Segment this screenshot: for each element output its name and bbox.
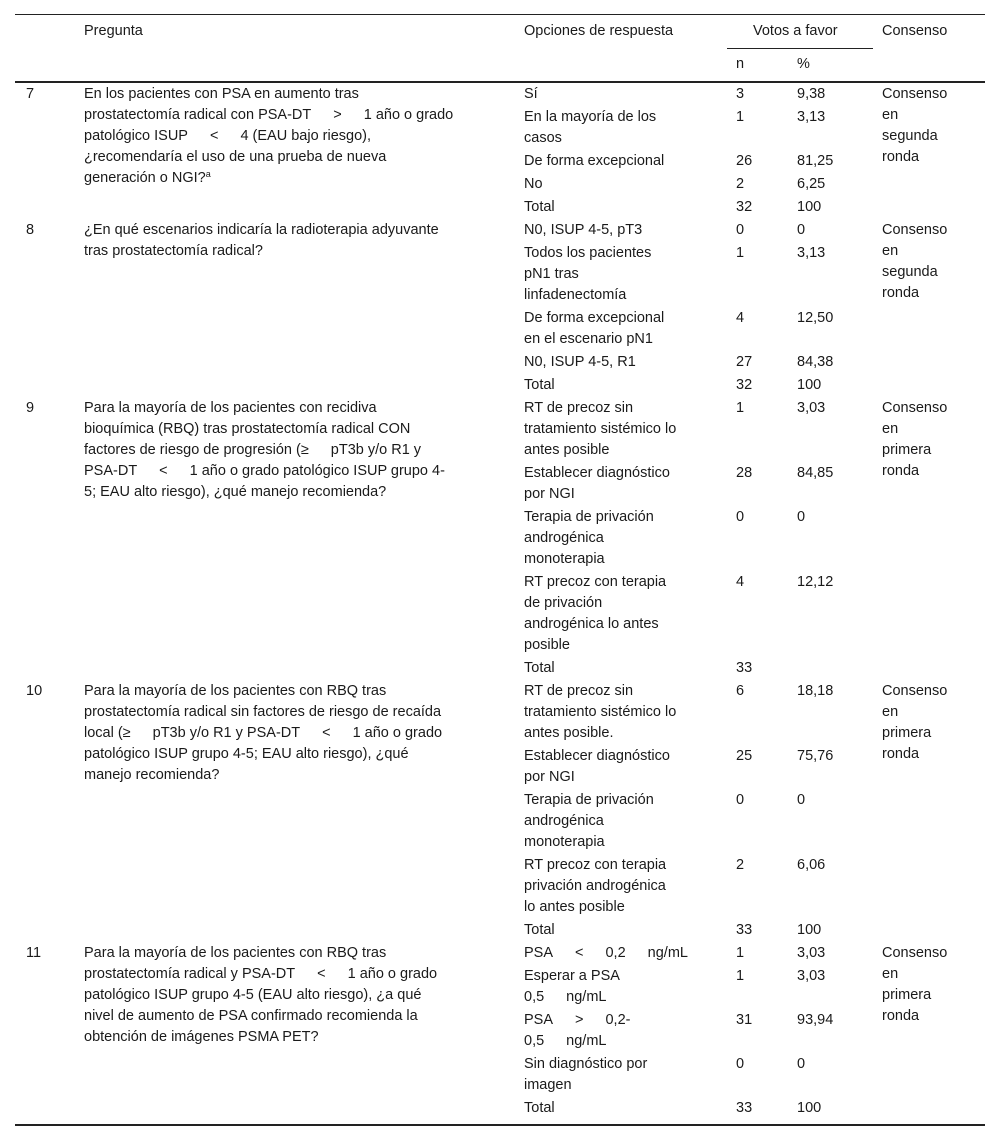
option-label: PSA > 0,2- 0,5 ng/mL xyxy=(524,1012,631,1049)
header-opciones: Opciones de respuesta xyxy=(524,23,674,39)
option-n: 33 xyxy=(736,922,753,938)
table-bottom-rule xyxy=(15,1124,985,1126)
option-label: De forma excepcional xyxy=(524,153,665,169)
option-n: 27 xyxy=(736,354,753,370)
consensus-text: Consenso en primera ronda xyxy=(882,400,948,479)
header-consenso: Consenso xyxy=(882,23,948,39)
row-number: 10 xyxy=(26,683,43,699)
header-pregunta: Pregunta xyxy=(84,23,143,39)
option-n: 1 xyxy=(736,400,745,416)
option-n: 0 xyxy=(736,792,745,808)
consensus-text: Consenso en segunda ronda xyxy=(882,86,948,165)
option-label: Terapia de privación androgénica monoterapia xyxy=(524,509,654,567)
option-pct: 12,12 xyxy=(797,574,834,590)
option-n: 33 xyxy=(736,660,753,676)
option-pct: 0 xyxy=(797,222,806,238)
option-pct: 0 xyxy=(797,1056,806,1072)
option-n: 26 xyxy=(736,153,753,169)
option-label: RT precoz con terapia privación androgénica lo antes posible xyxy=(524,857,667,915)
option-n: 1 xyxy=(736,945,745,961)
option-label: Establecer diagnóstico por NGI xyxy=(524,465,670,502)
option-n: 1 xyxy=(736,245,745,261)
option-n: 1 xyxy=(736,968,745,984)
consensus-text: Consenso en primera ronda xyxy=(882,945,948,1024)
option-n: 33 xyxy=(736,1100,753,1116)
option-label: No xyxy=(524,176,543,192)
question-text: Para la mayoría de los pacientes con RBQ tras prostatectomía radical y PSA-DT < 1 año o grado patológico ISUP grupo 4-5 (EAU alto riesgo), ¿a qué nivel de aumento de PSA confirmado recomienda la obtención de imágenes PSMA PET? xyxy=(84,945,438,1045)
option-n: 3 xyxy=(736,86,745,102)
consensus-text: Consenso en segunda ronda xyxy=(882,222,948,301)
table-top-rule xyxy=(15,14,985,15)
header-votos: Votos a favor xyxy=(753,23,838,39)
question-text: Para la mayoría de los pacientes con RBQ tras prostatectomía radical sin factores de riesgo de recaída local (≥ pT3b y/o R1 y PSA-DT < 1 año o grado patológico ISUP grupo 4-5; EAU alto riesgo), ¿qué manejo recomienda? xyxy=(84,683,443,783)
option-label: Esperar a PSA 0,5 ng/mL xyxy=(524,968,620,1005)
option-label: Terapia de privación androgénica monoterapia xyxy=(524,792,654,850)
question-text: ¿En qué escenarios indicaría la radioterapia adyuvante tras prostatectomía radical? xyxy=(84,222,439,259)
option-label: Total xyxy=(524,1100,555,1116)
option-pct: 3,13 xyxy=(797,245,826,261)
option-n: 4 xyxy=(736,310,745,326)
option-n: 2 xyxy=(736,857,745,873)
row-number: 7 xyxy=(26,86,35,102)
option-pct: 6,06 xyxy=(797,857,826,873)
row-number: 9 xyxy=(26,400,35,416)
header-n: n xyxy=(736,56,745,72)
option-n: 31 xyxy=(736,1012,753,1028)
option-pct: 75,76 xyxy=(797,748,834,764)
option-label: Total xyxy=(524,377,555,393)
row-number: 8 xyxy=(26,222,35,238)
option-pct: 18,18 xyxy=(797,683,834,699)
option-label: Establecer diagnóstico por NGI xyxy=(524,748,670,785)
header-pct: % xyxy=(797,56,810,72)
option-label: N0, ISUP 4-5, pT3 xyxy=(524,222,643,238)
option-pct: 3,03 xyxy=(797,945,826,961)
option-n: 4 xyxy=(736,574,745,590)
option-n: 28 xyxy=(736,465,753,481)
row-number: 11 xyxy=(26,945,42,961)
option-label: RT de precoz sin tratamiento sistémico lo antes posible. xyxy=(524,683,677,741)
option-pct: 3,13 xyxy=(797,109,826,125)
option-pct: 0 xyxy=(797,509,806,525)
table-header-rule xyxy=(15,81,985,83)
option-pct: 84,38 xyxy=(797,354,834,370)
option-n: 0 xyxy=(736,222,745,238)
option-n: 2 xyxy=(736,176,745,192)
option-pct: 93,94 xyxy=(797,1012,834,1028)
option-label: N0, ISUP 4-5, R1 xyxy=(524,354,636,370)
option-n: 6 xyxy=(736,683,745,699)
option-label: Sin diagnóstico por imagen xyxy=(524,1056,648,1093)
option-label: De forma excepcional en el escenario pN1 xyxy=(524,310,665,347)
option-pct: 0 xyxy=(797,792,806,808)
option-n: 0 xyxy=(736,509,745,525)
option-pct: 100 xyxy=(797,922,822,938)
option-pct: 3,03 xyxy=(797,968,826,984)
consensus-text: Consenso en primera ronda xyxy=(882,683,948,762)
option-pct: 12,50 xyxy=(797,310,834,326)
option-label: Sí xyxy=(524,86,538,102)
option-n: 32 xyxy=(736,199,753,215)
option-n: 0 xyxy=(736,1056,745,1072)
option-pct: 3,03 xyxy=(797,400,826,416)
option-label: RT precoz con terapia de privación androgénica lo antes posible xyxy=(524,574,667,653)
option-label: Total xyxy=(524,199,555,215)
option-label: RT de precoz sin tratamiento sistémico lo antes posible xyxy=(524,400,677,458)
option-pct: 9,38 xyxy=(797,86,826,102)
question-text: Para la mayoría de los pacientes con recidiva bioquímica (RBQ) tras prostatectomía radical CON factores de riesgo de progresión (≥ pT3b y/o R1 y PSA-DT < 1 año o grado patológico ISUP grupo 4- 5; EAU alto riesgo), ¿qué manejo recomienda? xyxy=(84,400,445,500)
option-label: Todos los pacientes pN1 tras linfadenectomía xyxy=(524,245,652,303)
option-label: En la mayoría de los casos xyxy=(524,109,657,146)
option-pct: 84,85 xyxy=(797,465,834,481)
option-pct: 100 xyxy=(797,199,822,215)
option-label: PSA < 0,2 ng/mL xyxy=(524,945,688,961)
votes-header-rule xyxy=(727,48,873,49)
option-n: 32 xyxy=(736,377,753,393)
option-n: 25 xyxy=(736,748,753,764)
option-pct: 100 xyxy=(797,1100,822,1116)
option-pct: 100 xyxy=(797,377,822,393)
option-pct: 6,25 xyxy=(797,176,826,192)
option-label: Total xyxy=(524,922,555,938)
option-pct: 81,25 xyxy=(797,153,834,169)
option-label: Total xyxy=(524,660,555,676)
question-text: En los pacientes con PSA en aumento tras prostatectomía radical con PSA-DT > 1 año o grado patológico ISUP < 4 (EAU bajo riesgo), ¿recomendaría el uso de una prueba de nueva generación o NGI?$^a$ xyxy=(84,86,454,186)
option-n: 1 xyxy=(736,109,745,125)
